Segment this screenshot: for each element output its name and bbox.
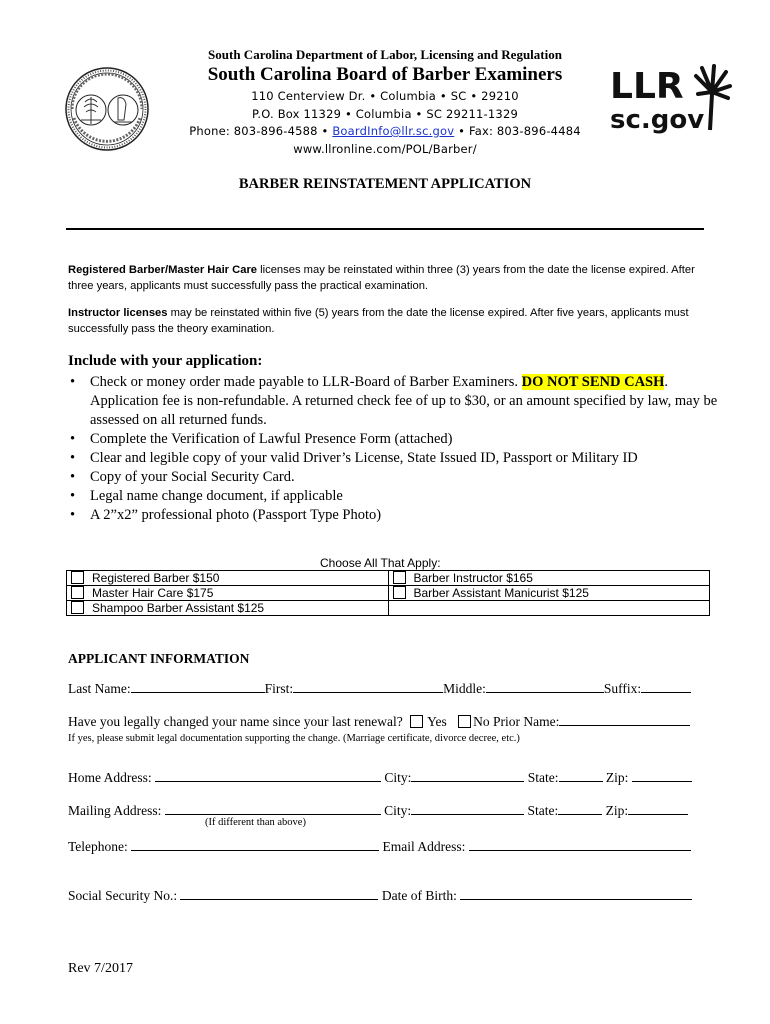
include-list (68, 373, 718, 525)
bullet: • (70, 488, 76, 504)
ssn-field[interactable] (180, 887, 378, 900)
name-change-doc-text: Legal name change document, if applicable (90, 488, 343, 504)
if-different-note: (If different than above) (205, 817, 306, 828)
state-label: State: (527, 803, 559, 818)
photo-text: A 2”x2” professional photo (Passport Type Photo) (90, 507, 382, 523)
home-address-label: Home Address: (68, 770, 152, 785)
yes-checkbox[interactable] (410, 715, 423, 728)
barber-reinstatement-text: licenses may be reinstated within three (3) years from the date the license expired. After three years, applicants must successfully pass the practical examination. (68, 264, 695, 292)
bullet: • (70, 374, 76, 390)
dob-label: Date of Birth: (381, 888, 457, 903)
fee-option-label: Master Hair Care $175 (92, 586, 214, 600)
street-address: 110 Centerview Dr. • Columbia • SC • 29210 (251, 89, 519, 103)
middle-name-label: Middle: (443, 681, 486, 696)
bullet: • (70, 431, 76, 447)
payment-text: Check or money order made payable to LLR-Board of Barber Examiners. (90, 374, 522, 390)
telephone-field[interactable] (131, 838, 379, 851)
last-name-label: Last Name: (68, 681, 131, 696)
id-copy-text: Clear and legible copy of your valid Driver’s License, State Issued ID, Passport or Military ID (90, 450, 638, 466)
fee-option-label: Barber Assistant Manicurist $125 (413, 586, 589, 600)
contact-row (68, 838, 691, 855)
logo-text-bottom: sc.gov (610, 105, 705, 134)
revision-date: Rev 7/2017 (68, 961, 133, 976)
bullet: • (70, 450, 76, 466)
instructor-license-type: Instructor licenses (68, 307, 168, 319)
mailing-state-field[interactable] (558, 802, 602, 815)
llr-sc-gov-logo (608, 64, 732, 134)
website-url: www.llronline.com/POL/Barber/ (293, 142, 477, 156)
fax-text: • Fax: 803-896-4484 (454, 124, 581, 138)
fee-option-master-hair-care[interactable] (67, 586, 389, 601)
city-label: City: (384, 803, 412, 818)
instructor-reinstatement-note (68, 305, 708, 337)
mailing-city-field[interactable] (411, 802, 524, 815)
suffix-label: Suffix: (603, 681, 642, 696)
list-item-name-change (68, 487, 718, 506)
fee-option-shampoo-barber-assistant[interactable] (67, 601, 389, 616)
fee-option-label: Shampoo Barber Assistant $125 (92, 601, 265, 615)
mailing-address-row (68, 802, 688, 819)
state-seal-icon (64, 66, 150, 152)
empty-cell (388, 601, 710, 616)
include-heading: Include with your application: (68, 353, 263, 369)
list-item-id-copy (68, 449, 718, 468)
home-address-row (68, 769, 692, 786)
bullet: • (70, 507, 76, 523)
instructor-reinstatement-text: may be reinstated within five (5) years from the date the license expired. After five years, applicants must successfully pass the theory examination. (68, 307, 689, 335)
name-change-note: If yes, please submit legal documentation supporting the change. (Marriage certificate, divorce decree, etc.) (68, 733, 520, 744)
logo-text-top: LLR (610, 66, 684, 107)
zip-label: Zip: (605, 803, 629, 818)
bullet: • (70, 469, 76, 485)
first-name-label: First: (264, 681, 294, 696)
first-name-field[interactable] (293, 680, 443, 693)
city-label: City: (384, 770, 412, 785)
checkbox[interactable] (71, 601, 84, 614)
fee-option-label: Barber Instructor $165 (413, 571, 533, 585)
list-item-photo (68, 506, 718, 525)
checkbox[interactable] (71, 571, 84, 584)
board-name: South Carolina Board of Barber Examiners (207, 64, 563, 85)
department-name: South Carolina Department of Labor, Licensing and Regulation (208, 47, 562, 62)
state-label: State: (527, 770, 559, 785)
license-fee-table (66, 570, 710, 616)
list-item-payment (68, 373, 718, 430)
home-state-field[interactable] (559, 769, 603, 782)
name-row (68, 680, 691, 697)
email-link[interactable]: BoardInfo@llr.sc.gov (332, 124, 455, 138)
form-title: BARBER REINSTATEMENT APPLICATION (238, 176, 532, 192)
email-address-field[interactable] (469, 838, 691, 851)
middle-name-field[interactable] (486, 680, 604, 693)
no-prior-checkbox[interactable] (458, 715, 471, 728)
choose-label: Choose All That Apply: (320, 556, 441, 570)
name-change-row (68, 713, 690, 730)
payment-text-rest: . Application fee is non-refundable. A returned check fee of up to $30, or an amount specified by law, may be assessed on all returned funds. (90, 374, 718, 428)
fee-option-barber-instructor[interactable] (388, 571, 710, 586)
checkbox[interactable] (393, 586, 406, 599)
ssn-label: Social Security No.: (68, 888, 178, 903)
phone-text: Phone: 803-896-4588 • (189, 124, 333, 138)
list-item-ssn-card (68, 468, 718, 487)
home-address-field[interactable] (155, 769, 381, 782)
barber-reinstatement-note (68, 262, 708, 294)
email-address-label: Email Address: (382, 839, 466, 854)
home-zip-field[interactable] (632, 769, 692, 782)
lawful-presence-text: Complete the Verification of Lawful Presence Form (attached) (90, 431, 453, 447)
fee-option-label: Registered Barber $150 (92, 571, 220, 585)
mailing-zip-field[interactable] (628, 802, 688, 815)
barber-license-types: Registered Barber/Master Hair Care (68, 264, 258, 276)
fee-option-registered-barber[interactable] (67, 571, 389, 586)
suffix-field[interactable] (641, 680, 691, 693)
telephone-label: Telephone: (68, 839, 128, 854)
applicant-info-heading: APPLICANT INFORMATION (68, 651, 250, 666)
home-city-field[interactable] (411, 769, 524, 782)
checkbox[interactable] (393, 571, 406, 584)
fee-option-barber-assistant-manicurist[interactable] (388, 586, 710, 601)
mailing-address-label: Mailing Address: (68, 803, 162, 818)
mailing-address-field[interactable] (165, 802, 381, 815)
zip-label: Zip: (605, 770, 629, 785)
prior-name-field[interactable] (559, 713, 690, 726)
po-box-address: P.O. Box 11329 • Columbia • SC 29211-1329 (252, 107, 518, 121)
title-divider (66, 228, 704, 230)
last-name-field[interactable] (131, 680, 265, 693)
name-change-question: Have you legally changed your name since your last renewal? (68, 714, 403, 729)
checkbox[interactable] (71, 586, 84, 599)
list-item-lawful-presence (68, 430, 718, 449)
no-prior-name-label: No Prior Name: (473, 714, 560, 729)
ssn-card-text: Copy of your Social Security Card. (90, 469, 295, 485)
dob-field[interactable] (460, 887, 692, 900)
yes-label: Yes (427, 714, 447, 729)
no-cash-warning: DO NOT SEND CASH (521, 374, 665, 390)
ssn-dob-row (68, 887, 692, 904)
